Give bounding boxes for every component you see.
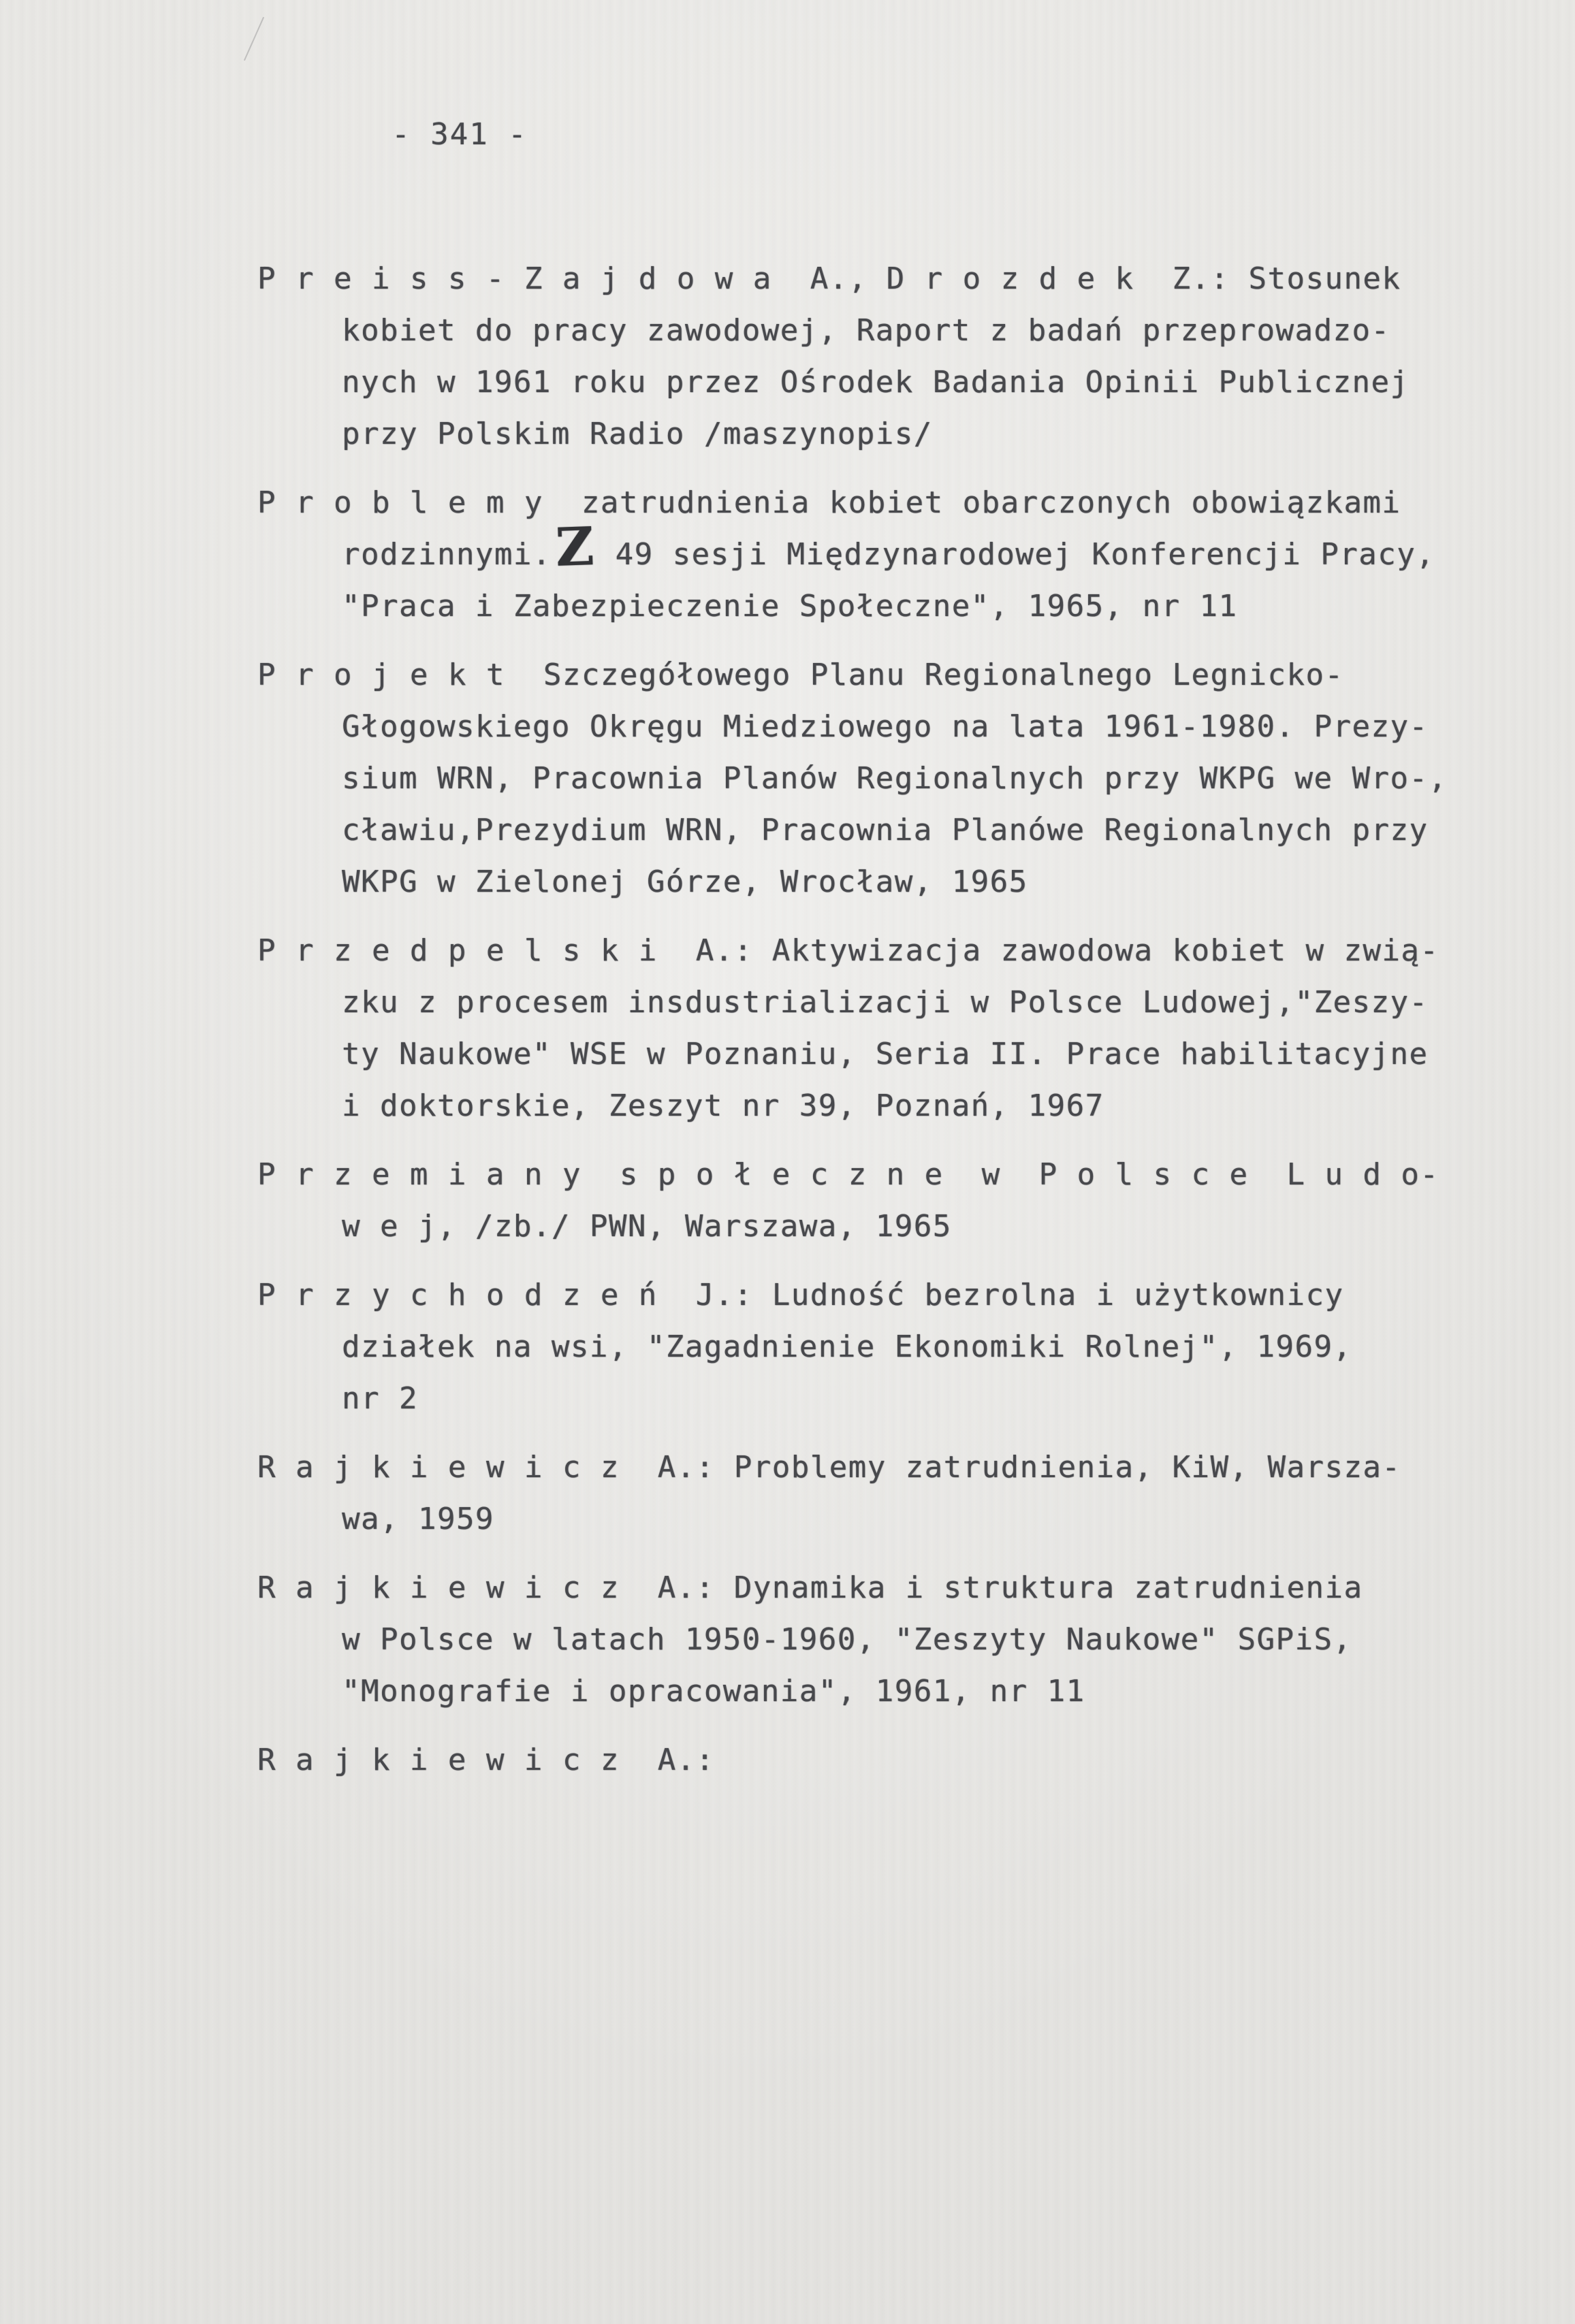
entry-line: zku z procesem insdustrializacji w Polsce Ludowej,"Zeszy- [342,985,1429,1020]
bibliography-entry [257,1734,1442,1786]
entry-line: R a j k i e w i c z A.: Dynamika i struktura zatrudnienia [257,1570,1363,1605]
entry-line: "Praca i Zabezpieczenie Społeczne", 1965, nr 11 [342,589,1238,624]
entry-line: i doktorskie, Zeszyt nr 39, Poznań, 1967 [342,1088,1104,1123]
bibliography-entry [257,1270,1442,1425]
bibliography-entry [257,649,1448,908]
bibliography-entry [257,1149,1442,1253]
bibliography-entry [257,253,1442,460]
entry-line: w Polsce w latach 1950-1960, "Zeszyty Naukowe" SGPiS, [342,1622,1352,1657]
entry-line: przy Polskim Radio /maszynopis/ [342,417,933,451]
entry-line: sium WRN, Pracownia Planów Regionalnych przy WKPG we Wro-, [342,761,1448,796]
bibliography-entry [257,1442,1442,1545]
entry-line: nr 2 [342,1381,418,1416]
entry-line: cławiu,Prezydium WRN, Pracownia Planówe Regionalnych przy [342,813,1429,848]
entry-line: kobiet do pracy zawodowej, Raport z badań przeprowadzo- [342,313,1390,348]
entry-line: P r z y c h o d z e ń J.: Ludność bezrolna i użytkownicy [257,1278,1344,1312]
entry-line: P r o b l e m y zatrudnienia kobiet obarczonych obowiązkami [257,485,1401,520]
entry-line: Głogowskiego Okręgu Miedziowego na lata 1961-1980. Prezy- [342,709,1429,744]
entry-line: P r e i s s - Z a j d o w a A., D r o z d e k Z.: Stosunek [257,261,1401,296]
entry-line: P r z e m i a n y s p o ł e c z n e w P o l s c e L u d o- [257,1157,1439,1192]
bibliography-entry [257,925,1442,1132]
entry-line: "Monografie i opracowania", 1961, nr 11 [342,1674,1085,1709]
page-number: - 341 - [392,117,528,152]
entry-line: R a j k i e w i c z A.: [257,1743,715,1777]
entry-line: nych w 1961 roku przez Ośrodek Badania Opinii Publicznej [342,365,1410,400]
bibliography-entry [257,477,1442,632]
entry-line: działek na wsi, "Zagadnienie Ekonomiki Rolnej", 1969, [342,1329,1352,1364]
entry-line: P r o j e k t Szczegółowego Planu Regionalnego Legnicko- [257,658,1344,692]
entry-line-segment: 49 sesji Międzynarodowej Konferencji Pracy, [596,537,1435,572]
entry-line: P r z e d p e l s k i A.: Aktywizacja zawodowa kobiet w zwią- [257,933,1439,968]
entry-line: ty Naukowe" WSE w Poznaniu, Seria II. Prace habilitacyjne [342,1037,1429,1071]
entry-line: w e j, /zb./ PWN, Warszawa, 1965 [342,1209,952,1244]
entry-line: wa, 1959 [342,1502,494,1536]
entry-line: R a j k i e w i c z A.: Problemy zatrudnienia, KiW, Warsza- [257,1450,1401,1485]
entry-line [257,516,1442,581]
bibliography-list [257,253,1448,1803]
entry-line: WKPG w Zielonej Górze, Wrocław, 1965 [342,865,1028,899]
scan-scratch-artifact [244,17,264,61]
entry-line-segment: rodzinnymi. [342,537,552,572]
inserted-correction-letter: Z [554,516,596,579]
bibliography-entry [257,1562,1442,1717]
